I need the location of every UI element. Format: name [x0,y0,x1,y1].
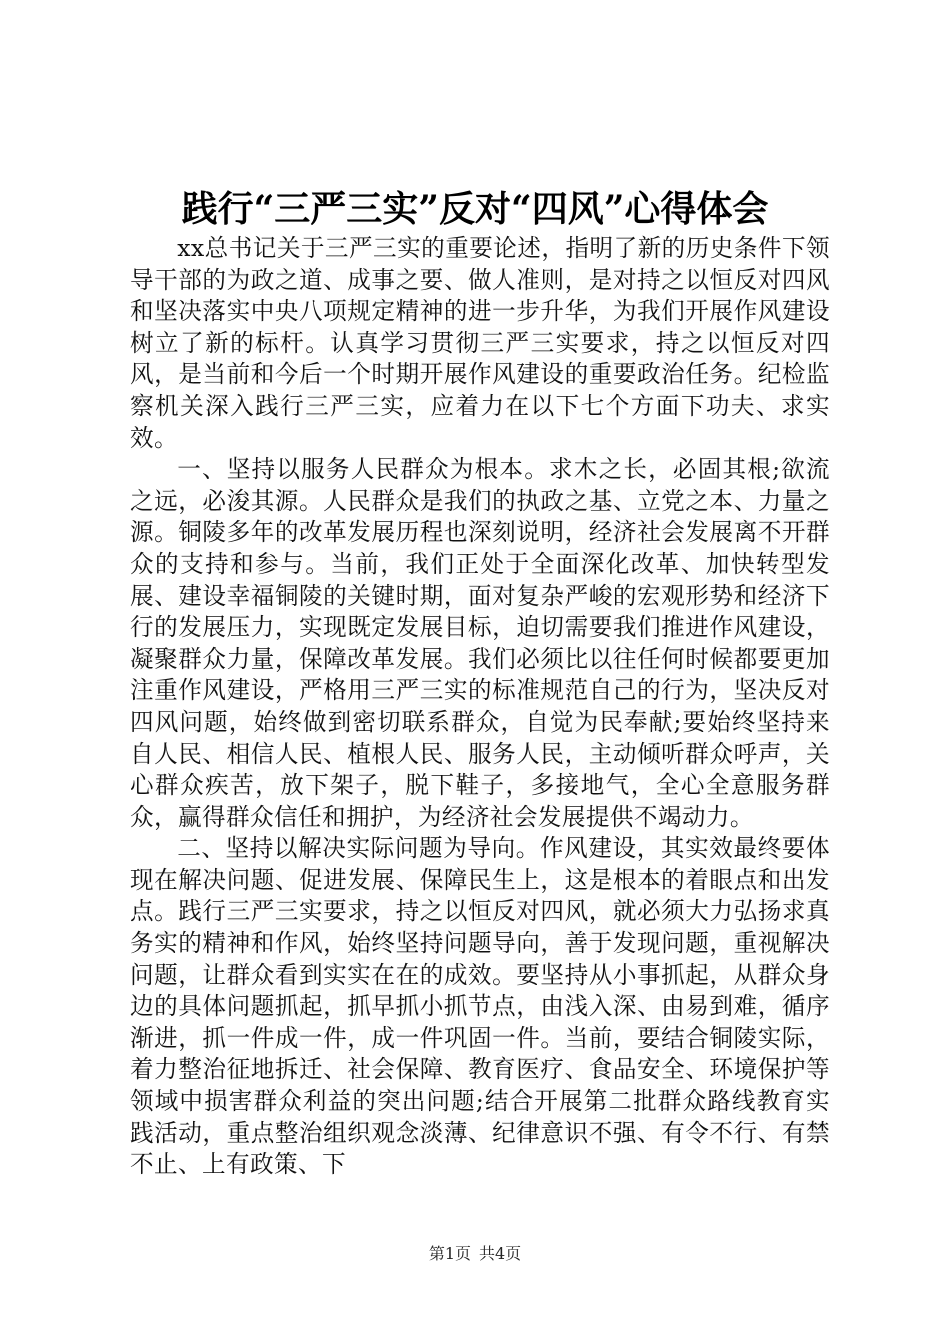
document-body [130,233,830,1181]
page-number-total: 共4页 [479,1244,522,1263]
paragraph-section-one: 一、坚持以服务人民群众为根本。求木之长，必固其根;欲流之远，必浚其源。人民群众是我们的执政之基、立党之本、力量之源。铜陵多年的改革发展历程也深刻说明，经济社会发展离不开群众的支持和参与。当前，我们正处于全面深化改革、加快转型发展、建设幸福铜陵的关键时期，面对复杂严峻的宏观形势和经济下行的发展压力，实现既定发展目标，迫切需要我们推进作风建设，凝聚群众力量，保障改革发展。我们必须比以往任何时候都要更加注重作风建设，严格用三严三实的标准规范自己的行为，坚决反对四风问题，始终做到密切联系群众，自觉为民奉献;要始终坚持来自人民、相信人民、植根人民、服务人民，主动倾听群众呼声，关心群众疾苦，放下架子，脱下鞋子，多接地气，全心全意服务群众，赢得群众信任和拥护，为经济社会发展提供不竭动力。 [130,455,830,831]
paragraph-section-two: 二、坚持以解决实际问题为导向。作风建设，其实效最终要体现在解决问题、促进发展、保障民生上，这是根本的着眼点和出发点。践行三严三实要求，持之以恒反对四风，就必须大力弘扬求真务实的精神和作风，始终坚持问题导向，善于发现问题，重视解决问题，让群众看到实实在在的成效。要坚持从小事抓起，从群众身边的具体问题抓起，抓早抓小抓节点，由浅入深、由易到难，循序渐进，抓一件成一件，成一件巩固一件。当前，要结合铜陵实际，着力整治征地拆迁、社会保障、教育医疗、食品安全、环境保护等领域中损害群众利益的突出问题;结合开展第二批群众路线教育实践活动，重点整治组织观念淡薄、纪律意识不强、有令不行、有禁不止、上有政策、下 [130,834,830,1179]
page-footer [0,1243,950,1265]
page-number-current: 第1页 [428,1244,471,1263]
paragraph-intro: xx总书记关于三严三实的重要论述，指明了新的历史条件下领导干部的为政之道、成事之要、做人准则，是对持之以恒反对四风和坚决落实中央八项规定精神的进一步升华，为我们开展作风建设树立了新的标杆。认真学习贯彻三严三实要求，持之以恒反对四风，是当前和今后一个时期开展作风建设的重要政治任务。纪检监察机关深入践行三严三实，应着力在以下七个方面下功夫、求实效。 [130,234,830,452]
document-title: 践行“三严三实”反对“四风”心得体会 [181,188,769,230]
